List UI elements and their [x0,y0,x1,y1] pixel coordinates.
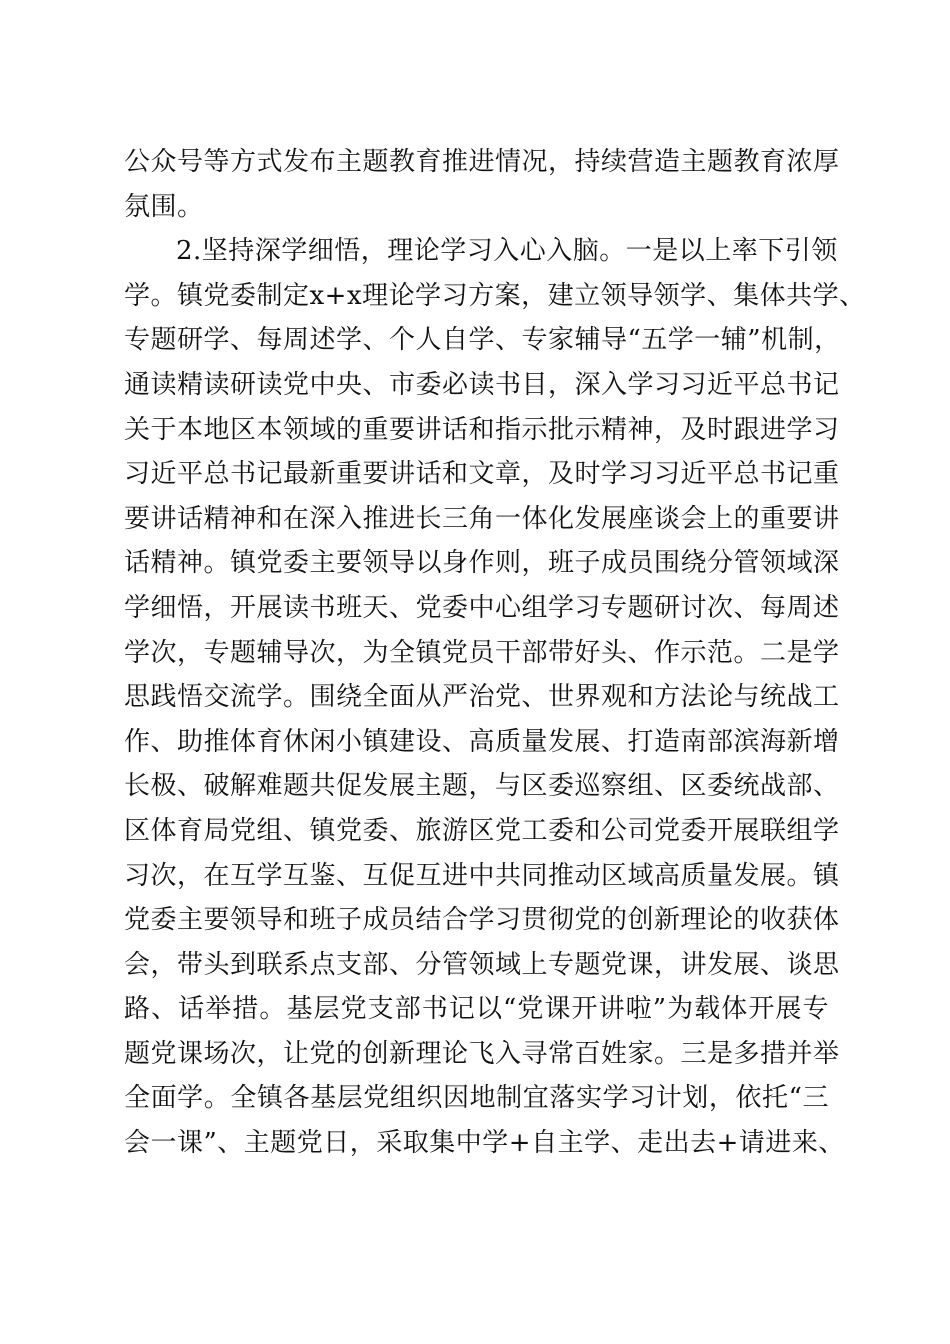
text-line: 会，带头到联系点支部、分管领域上专题党课，讲发展、谈思 [124,949,840,980]
text-line: 区体育局党组、镇党委、旅游区党工委和公司党委开展联组学 [124,815,840,846]
text-line: 公众号等方式发布主题教育推进情况，持续营造主题教育浓厚 [124,147,840,177]
text-line: 习近平总书记最新重要讲话和文章，及时学习习近平总书记重 [124,459,840,490]
text-line: 氛围。 [124,191,204,222]
text-line: 作、助推体育休闲小镇建设、高质量发展、打造南部滨海新增 [124,726,840,757]
text-line: 题党课场次，让党的创新理论飞入寻常百姓家。三是多措并举 [124,1038,840,1069]
text-line: 要讲话精神和在深入推进长三角一体化发展座谈会上的重要讲 [124,503,840,534]
text-line: 思践悟交流学。围绕全面从严治党、世界观和方法论与统战工 [124,682,840,713]
text-line: 全面学。全镇各基层党组织因地制宜落实学习计划，依托“三 [124,1083,829,1114]
body-text [124,140,866,1166]
text-line: 话精神。镇党委主要领导以身作则，班子成员围绕分管领域深 [124,548,840,579]
text-line: 路、话举措。基层党支部书记以“党课开讲啦”为载体开展专 [124,994,829,1025]
text-line: 会一课”、主题党日，采取集中学+自主学、走出去+请进来、 [124,1128,845,1159]
text-line: 党委主要领导和班子成员结合学习贯彻党的创新理论的收获体 [124,905,840,936]
text-line: 学次，专题辅导次，为全镇党员干部带好头、作示范。二是学 [124,637,840,668]
text-line: 学细悟，开展读书班天、党委中心组学习专题研讨次、每周述 [124,592,840,623]
text-line: 专题研学、每周述学、个人自学、专家辅导“五学一辅”机制， [124,325,841,356]
text-line: 关于本地区本领域的重要讲话和指示批示精神，及时跟进学习 [124,414,840,445]
text-line: 学。镇党委制定x+x理论学习方案，建立领导领学、集体共学、 [124,280,866,311]
text-line: 习次，在互学互鉴、互促互进中共同推动区域高质量发展。镇 [124,860,840,891]
text-line: 通读精读研读党中央、市委必读书目，深入学习习近平总书记 [124,369,840,400]
section-heading-line: 2.坚持深学细悟，理论学习入心入脑。一是以上率下引领 [176,236,838,267]
text-line: 长极、破解难题共促发展主题，与区委巡察组、区委统战部、 [124,771,840,802]
